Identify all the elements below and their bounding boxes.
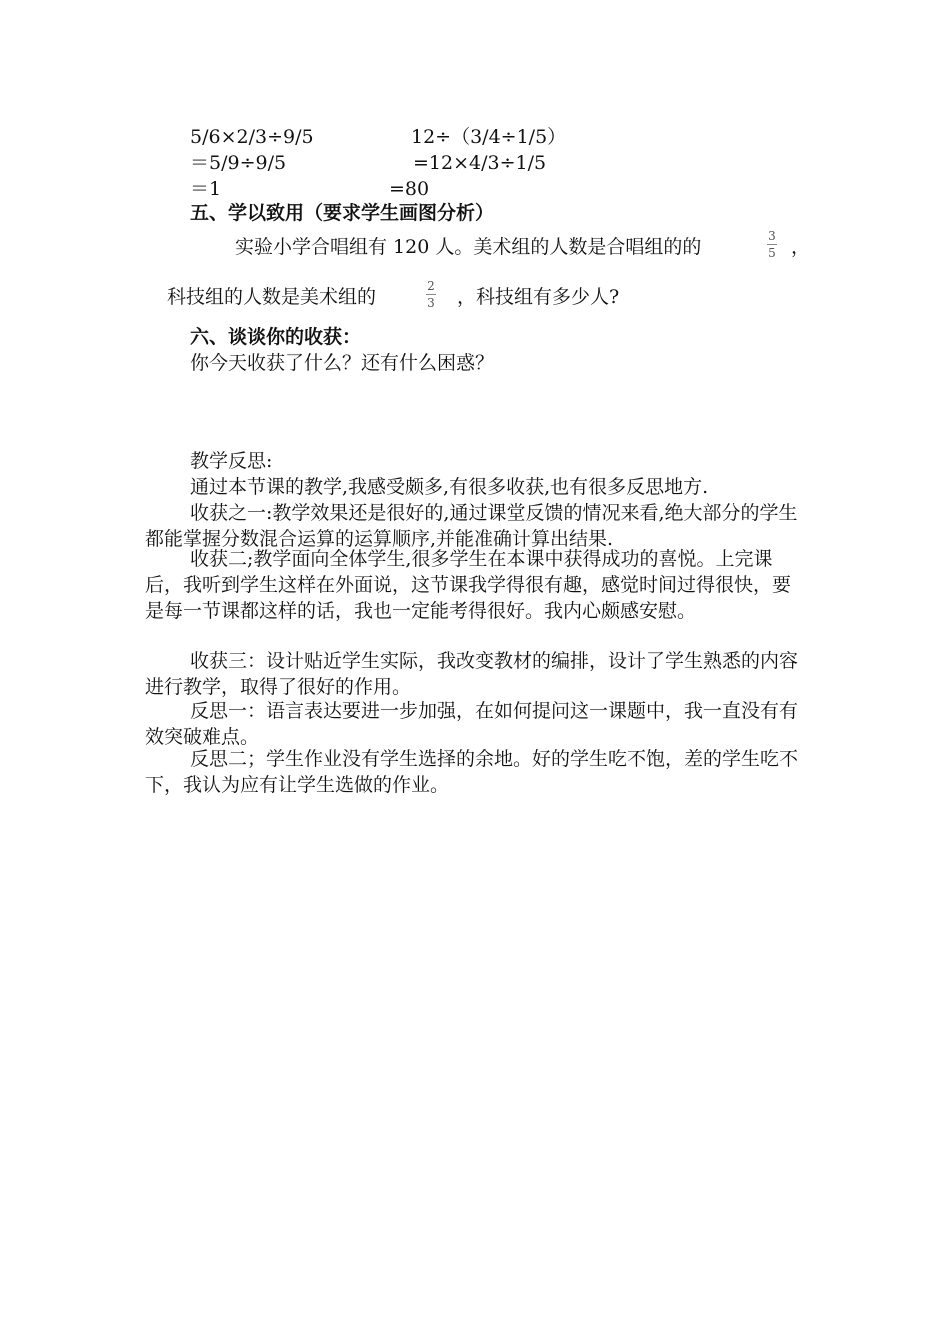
section5-problem-line2-start: 科技组的人数是美术组的	[167, 286, 377, 308]
calc-left-line-2: ＝5/9÷9/5	[190, 152, 287, 174]
reflection-title: 教学反思:	[190, 450, 273, 472]
calc-right-line-1: 12÷（3/4÷1/5）	[411, 126, 567, 148]
fraction-bar	[426, 294, 436, 295]
fraction-denominator: 3	[427, 296, 435, 310]
fraction-3-5	[765, 229, 779, 260]
reflection-paragraph-2: 收获之一:教学效果还是很好的,通过课堂反馈的情况来看,绝大部分的学生都能掌握分数混合运算的运算顺序,并能准确计算出结果.	[145, 502, 798, 550]
fraction-2-3	[424, 279, 438, 310]
fraction-numerator: 3	[768, 229, 776, 243]
fraction-denominator: 5	[768, 246, 776, 260]
reflection-paragraph-1: 通过本节课的教学,我感受颇多,有很多收获,也有很多反思地方.	[190, 476, 709, 498]
fraction-bar	[767, 244, 777, 245]
section5-problem-line1: 实验小学合唱组有 120 人。美术组的人数是合唱组的的	[235, 236, 702, 258]
reflection-paragraph-3: 收获二;教学面向全体学生,很多学生在本课中获得成功的喜悦。上完课后，我听到学生这样在外面说，这节课我学得很有趣，感觉时间过得很快，要是每一节课都这样的话，我也一定能考得很好。我内心颇感安慰。	[145, 548, 792, 622]
reflection-paragraph-4: 收获三：设计贴近学生实际，我改变教材的编排，设计了学生熟悉的内容进行教学，取得了很好的作用。	[145, 650, 799, 698]
reflection-paragraph-5: 反思一：语言表达要进一步加强，在如何提问这一课题中，我一直没有有效突破难点。	[145, 700, 799, 748]
calc-right-line-3: =80	[389, 178, 430, 200]
calc-right-line-2: =12×4/3÷1/5	[413, 152, 547, 174]
section5-problem-line1-end: ，	[791, 236, 811, 258]
reflection-paragraph-6: 反思二；学生作业没有学生选择的余地。好的学生吃不饱，差的学生吃不下，我认为应有让学生选做的作业。	[145, 748, 799, 796]
section5-heading: 五、学以致用（要求学生画图分析）	[190, 202, 495, 224]
section6-question: 你今天收获了什么？还有什么困惑？	[190, 352, 495, 374]
calc-left-line-3: ＝1	[190, 178, 222, 200]
section6-heading: 六、谈谈你的收获：	[190, 326, 362, 348]
fraction-numerator: 2	[427, 279, 435, 293]
section5-problem-line2-end: ，科技组有多少人?	[457, 286, 620, 308]
calc-left-line-1: 5/6×2/3÷9/5	[190, 126, 314, 148]
